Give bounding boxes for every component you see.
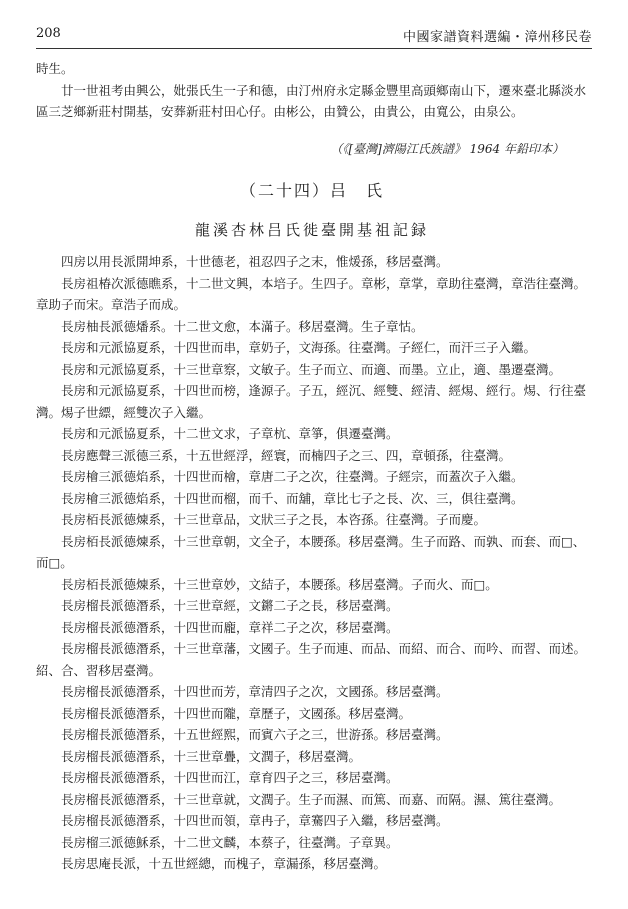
record-paragraph: 長房榴長派德潛系，十五世經熙，而賓六子之三，世游孫。移居臺灣。: [61, 727, 449, 742]
record-paragraph: 長房檜三派德焰系，十四世而榴，而千、而舖，章比七子之長、次、三，俱往臺灣。: [61, 490, 524, 506]
record-paragraph: 長房應聲三派德三系，十五世經浮，經寰，而楠四子之三、四，章頓孫，往臺灣。: [61, 447, 512, 463]
record-paragraph: 長房榴長派德潛系，十三世章就，文潤子。生子而濕、而篤、而嘉、而隔。濕、篤往臺灣。: [61, 791, 562, 807]
record-paragraph: 長房檜三派德焰系，十四世而檜，章唐二子之次，往臺灣。子經宗，而蓋次子入繼。: [61, 469, 524, 484]
record-paragraph: 長房榴三派德穌系，十二世文麟，本蔡子，往臺灣。子章異。: [61, 834, 399, 850]
record-paragraph: 長房榴長派德潛系，十四世而芳，章清四子之次，文國孫。移居臺灣。: [61, 684, 449, 699]
record-paragraph: 長房栢長派德煉系，十三世章品，文狀三子之長，本咨孫。往臺灣。子而慶。: [61, 512, 487, 527]
record-paragraph: 長房思庵長派，十五世經總，而槐子，章漏孫，移居臺灣。: [61, 856, 387, 871]
record-paragraph: 長房栢長派德煉系，十三世章朝，文全子，本腰孫。移居臺灣。生子而路、而孰、而套、而□、而□。: [36, 533, 586, 570]
record-paragraph: 長房祖椿次派德瞧系，十二世文興，本培子。生四子。章彬，章掌，章助往臺灣，章浩往臺灣。章助子而宋。章浩子而成。: [36, 275, 587, 312]
record-paragraph: 長房榴長派德潛系，十四世而江，章育四子之三，移居臺灣。: [61, 770, 399, 785]
source-citation: （《[臺灣]濟陽江氏族譜》 1964 年鉛印本）: [330, 141, 564, 156]
record-paragraph: 四房以用長派開坤系，十世德老，祖忍四子之末，惟煖孫，移居臺灣。: [61, 254, 449, 269]
record-paragraph: 長房榴長派德潛系，十三世章藩，文國子。生子而連、而品、而紹、而合、而吟、而習、而述。紹、合、習移居臺灣。: [36, 641, 587, 678]
page-content: [36, 58, 588, 875]
intro-paragraph: 廿一世祖考由興公，妣張氏生一子和德，由汀州府永定縣金豐里高頭鄉南山下，遷來臺北縣淡水區三芝鄉新莊村開基，安葬新莊村田心仔。由彬公，由贊公，由貴公，由寬公，由泉公。: [36, 82, 587, 119]
record-paragraph: 長房榴長派德潛系，十三世章疊，文潤子，移居臺灣。: [61, 748, 362, 764]
record-paragraph: 長房和元派協夏系，十二世文求，子章杭、章箏，俱遷臺灣。: [61, 426, 399, 441]
record-paragraph: 長房和元派協夏系，十三世章察，文敏子。生子而立、而適、而墨。立止，適、墨遷臺灣。: [61, 361, 562, 377]
record-paragraph: 長房榴長派德潛系，十四世而隴，章歷子，文國孫。移居臺灣。: [61, 705, 412, 721]
record-paragraph: 長房榴長派德潛系，十四世而領，章冉子，章騫四子入繼，移居臺灣。: [61, 813, 449, 828]
record-paragraph: 長房榴長派德潛系，十四世而龐，章祥二子之次，移居臺灣。: [61, 619, 399, 635]
page-number: 208: [36, 26, 61, 41]
record-paragraph: 長房和元派協夏系，十四世而串，章奶子，文海孫。往臺灣。子經仁，而汗三子入繼。: [61, 340, 537, 355]
record-paragraph: 長房榴長派德潛系，十三世章經，文鏘二子之長，移居臺灣。: [61, 598, 399, 613]
record-paragraph: 長房栢長派德煉系，十三世章妙，文結子，本腰孫。移居臺灣。子而火、而□。: [61, 576, 498, 592]
record-paragraph: 長房和元派協夏系，十四世而榜，逢源子。子五，經沉、經雙、經清、經焬、經行。焬、行往臺灣。焬子世縹，經雙次子入繼。: [36, 383, 587, 420]
book-title: 中國家譜資料選編・漳州移民卷: [402, 30, 592, 45]
page-header: [36, 22, 592, 49]
record-list: [36, 251, 588, 875]
record-paragraph: 長房柚長派德燔系。十二世文愈，本滿子。移居臺灣。生子章怙。: [61, 318, 424, 334]
section-title: （二十四）吕 氏: [239, 181, 384, 200]
article-title: 龍溪杏林吕氏徙臺開基祖記録: [194, 220, 429, 239]
intro-line: 時生。: [36, 61, 74, 76]
